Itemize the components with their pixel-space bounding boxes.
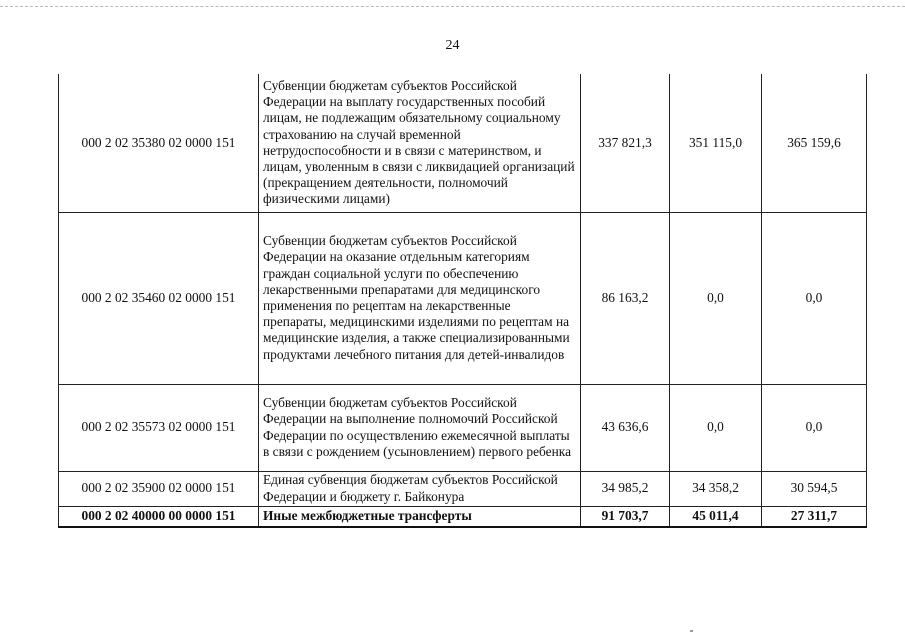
amount-year-2: 351 115,0 [670, 74, 762, 212]
amount-year-1: 86 163,2 [581, 212, 670, 384]
amount-year-2: 34 358,2 [670, 471, 762, 506]
amount-year-3: 30 594,5 [762, 471, 867, 506]
budget-code: 000 2 02 35900 02 0000 151 [59, 471, 259, 506]
budget-code: 000 2 02 35380 02 0000 151 [59, 74, 259, 212]
amount-year-3: 0,0 [762, 212, 867, 384]
budget-item-name: Единая субвенция бюджетам субъектов Российской Федерации и бюджету г. Байконура [259, 471, 581, 506]
amount-year-1: 43 636,6 [581, 384, 670, 471]
budget-item-name: Субвенции бюджетам субъектов Российской Федерации на выплату государственных пособий лицам, не подлежащим обязательному социальному страхованию на случай временной нетрудоспособности и в связи с материнством, и лицам, уволенным в связи с ликвидацией организаций (прекращением деятельности, полномочий физическими лицами) [259, 74, 581, 212]
amount-year-2: 0,0 [670, 384, 762, 471]
table-row [59, 74, 867, 212]
amount-year-1: 91 703,7 [581, 506, 670, 527]
budget-item-name: Субвенции бюджетам субъектов Российской Федерации на выполнение полномочий Российской Федерации по осуществлению ежемесячной выплаты в связи с рождением (усыновлением) первого ребенка [259, 384, 581, 471]
budget-table [58, 74, 867, 528]
amount-year-2: 0,0 [670, 212, 762, 384]
budget-item-name: Субвенции бюджетам субъектов Российской Федерации на оказание отдельным категориям граждан социальной услуги по обеспечению лекарственными препаратами для медицинского применения по рецептам на лекарственные препараты, медицинскими изделиями по рецептам на медицинские изделия, а также специализированными продуктами лечебного питания для детей-инвалидов [259, 212, 581, 384]
budget-code: 000 2 02 40000 00 0000 151 [59, 506, 259, 527]
amount-year-3: 365 159,6 [762, 74, 867, 212]
amount-year-2: 45 011,4 [670, 506, 762, 527]
amount-year-3: 0,0 [762, 384, 867, 471]
total-row [59, 506, 867, 527]
scan-speck [690, 630, 693, 632]
table-row [59, 471, 867, 506]
page-number: 24 [445, 38, 460, 53]
amount-year-3: 27 311,7 [762, 506, 867, 527]
amount-year-1: 34 985,2 [581, 471, 670, 506]
scan-top-edge [0, 6, 905, 7]
amount-year-1: 337 821,3 [581, 74, 670, 212]
table-row [59, 212, 867, 384]
budget-code: 000 2 02 35573 02 0000 151 [59, 384, 259, 471]
budget-code: 000 2 02 35460 02 0000 151 [59, 212, 259, 384]
table-row [59, 384, 867, 471]
budget-item-name: Иные межбюджетные трансферты [259, 506, 581, 527]
